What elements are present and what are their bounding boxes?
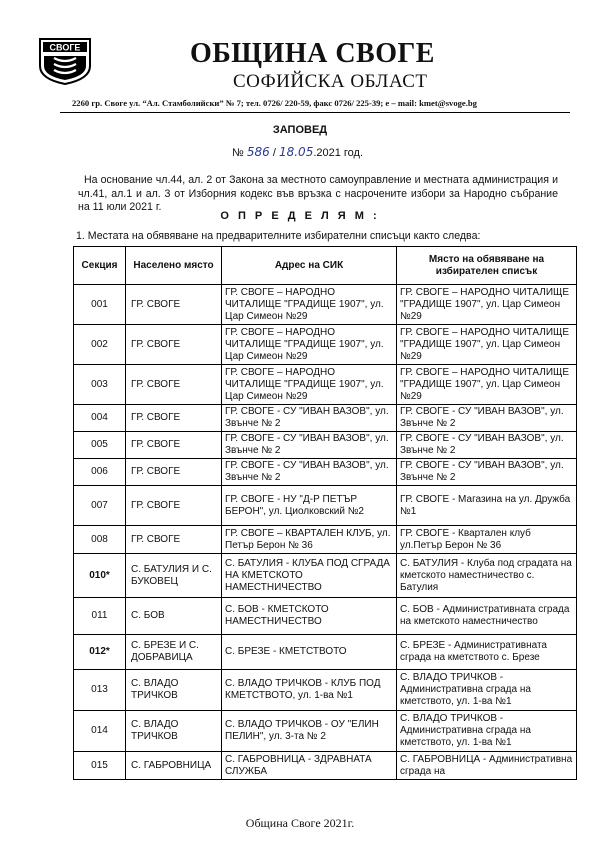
section-number-cell: 007 [74,486,126,526]
table-row [74,598,577,635]
section-number-cell: 013 [74,670,126,711]
header-sik-address: Адрес на СИК [222,247,397,285]
table-row [74,285,577,325]
sik-address-cell: ГР. СВОГЕ – НАРОДНО ЧИТАЛИЩЕ "ГРАДИЩЕ 1907", ул. Цар Симеон №29 [222,325,397,365]
contact-address: 2260 гр. Своге ул. “Ал. Стамболийски” № 7; тел. 0726/ 220-59, факс 0726/ 225-39; e – mail: kmet@svoge.bg [72,98,477,108]
order-date: 18.05 [278,145,314,159]
table-row [74,432,577,459]
section-number-cell: 003 [74,365,126,405]
municipality-logo [34,36,96,86]
sections-table [73,246,577,780]
section-number-cell: 002 [74,325,126,365]
posting-place-cell: С. ВЛАДО ТРИЧКОВ - Административна сграда на кметството, ул. 1-ва №1 [397,670,577,711]
section-number-cell: 012* [74,635,126,670]
decree-heading: О П Р Е Д Е Л Я М : [220,210,380,222]
sik-address-cell: С. БОВ - КМЕТСКОТО НАМЕСТНИЧЕСТВО [222,598,397,635]
section-number-cell: 006 [74,459,126,486]
sik-address-cell: С. ВЛАДО ТРИЧКОВ - КЛУБ ПОД КМЕТСТВОТО, ул. 1-ва №1 [222,670,397,711]
settlement-cell: ГР. СВОГЕ [126,325,222,365]
table-row [74,526,577,554]
table-row [74,554,577,598]
header-section: Секция [74,247,126,285]
section-number-cell: 004 [74,405,126,432]
table-row [74,635,577,670]
sik-address-cell: ГР. СВОГЕ - СУ "ИВАН ВАЗОВ", ул. Звънче № 2 [222,432,397,459]
settlement-cell: ГР. СВОГЕ [126,405,222,432]
posting-place-cell: С. БАТУЛИЯ - Клуба под сградата на кметското наместничество с. Батулия [397,554,577,598]
posting-place-cell: ГР. СВОГЕ – НАРОДНО ЧИТАЛИЩЕ "ГРАДИЩЕ 1907", ул. Цар Симеон №29 [397,285,577,325]
settlement-cell: С. ВЛАДО ТРИЧКОВ [126,711,222,752]
section-number-cell: 010* [74,554,126,598]
table-row [74,711,577,752]
posting-place-cell: С. БРЕЗЕ - Административната сграда на кметството с. Брезе [397,635,577,670]
posting-place-cell: ГР. СВОГЕ - СУ "ИВАН ВАЗОВ", ул. Звънче № 2 [397,405,577,432]
table-row [74,365,577,405]
section-number-cell: 015 [74,752,126,780]
settlement-cell: ГР. СВОГЕ [126,432,222,459]
sik-address-cell: ГР. СВОГЕ - СУ "ИВАН ВАЗОВ", ул. Звънче № 2 [222,405,397,432]
sik-address-cell: ГР. СВОГЕ - НУ "Д-Р ПЕТЪР БЕРОН", ул. Циолковский №2 [222,486,397,526]
table-body [74,285,577,780]
settlement-cell: С. ГАБРОВНИЦА [126,752,222,780]
settlement-cell: С. БРЕЗЕ И С. ДОБРАВИЦА [126,635,222,670]
section-number-cell: 005 [74,432,126,459]
table-row [74,405,577,432]
sik-address-cell: С. БАТУЛИЯ - КЛУБА ПОД СГРАДА НА КМЕТСКОТО НАМЕСТНИЧЕСТВО [222,554,397,598]
header-divider [60,112,570,113]
header-place: Населено място [126,247,222,285]
sik-address-cell: ГР. СВОГЕ - СУ "ИВАН ВАЗОВ", ул. Звънче № 2 [222,459,397,486]
settlement-cell: ГР. СВОГЕ [126,365,222,405]
sik-address-cell: ГР. СВОГЕ – НАРОДНО ЧИТАЛИЩЕ "ГРАДИЩЕ 1907", ул. Цар Симеон №29 [222,365,397,405]
sik-address-cell: С. БРЕЗЕ - КМЕТСТВОТО [222,635,397,670]
order-number-line [232,145,363,159]
posting-place-cell: ГР. СВОГЕ - СУ "ИВАН ВАЗОВ", ул. Звънче № 2 [397,432,577,459]
section-number-cell: 014 [74,711,126,752]
posting-place-cell: ГР. СВОГЕ - Магазина на ул. Дружба №1 [397,486,577,526]
order-no-label: № [232,147,244,159]
posting-place-cell: С. ВЛАДО ТРИЧКОВ - Административна сграда на кметството, ул. 1-ва №1 [397,711,577,752]
sik-address-cell: С. ВЛАДО ТРИЧКОВ - ОУ "ЕЛИН ПЕЛИН", ул. 3-та № 2 [222,711,397,752]
settlement-cell: ГР. СВОГЕ [126,486,222,526]
legal-basis-paragraph: На основание чл.44, ал. 2 от Закона за местното самоуправление и местната администрация и чл.41, ал.1 и ал. 3 от Изборния кодекс във връзка с насрочените избори за Народно събрание на 11 юли 2021 г. [78,174,558,213]
settlement-cell: С. БАТУЛИЯ И С. БУКОВЕЦ [126,554,222,598]
section-number-cell: 001 [74,285,126,325]
posting-place-cell: С. ГАБРОВНИЦА - Административна сграда на [397,752,577,780]
sik-address-cell: С. ГАБРОВНИЦА - ЗДРАВНАТА СЛУЖБА [222,752,397,780]
settlement-cell: ГР. СВОГЕ [126,526,222,554]
item-1-text: 1. Местата на обявяване на предварителните избирателни списъци както следва: [76,230,481,242]
posting-place-cell: С. БОВ - Административната сграда на кметското наместничество [397,598,577,635]
table-row [74,486,577,526]
order-title: ЗАПОВЕД [272,124,328,136]
posting-place-cell: ГР. СВОГЕ - Квартален клуб ул.Петър Берон № 36 [397,526,577,554]
settlement-cell: С. ВЛАДО ТРИЧКОВ [126,670,222,711]
settlement-cell: С. БОВ [126,598,222,635]
page-footer: Община Своге 2021г. [245,816,355,830]
table-row [74,752,577,780]
order-number: 586 [246,145,270,159]
table-row [74,325,577,365]
region-name: СОФИЙСКА ОБЛАСТ [233,71,428,92]
order-separator: / [272,147,276,159]
posting-place-cell: ГР. СВОГЕ – НАРОДНО ЧИТАЛИЩЕ "ГРАДИЩЕ 1907", ул. Цар Симеон №29 [397,325,577,365]
sik-address-cell: ГР. СВОГЕ – НАРОДНО ЧИТАЛИЩЕ "ГРАДИЩЕ 1907", ул. Цар Симеон №29 [222,285,397,325]
posting-place-cell: ГР. СВОГЕ – НАРОДНО ЧИТАЛИЩЕ "ГРАДИЩЕ 1907", ул. Цар Симеон №29 [397,365,577,405]
table-row [74,459,577,486]
table-header-row [74,247,577,285]
section-number-cell: 011 [74,598,126,635]
municipality-name: ОБЩИНА СВОГЕ [190,38,435,69]
section-number-cell: 008 [74,526,126,554]
sik-address-cell: ГР. СВОГЕ – КВАРТАЛЕН КЛУБ, ул. Петър Берон № 36 [222,526,397,554]
table-row [74,670,577,711]
settlement-cell: ГР. СВОГЕ [126,459,222,486]
posting-place-cell: ГР. СВОГЕ - СУ "ИВАН ВАЗОВ", ул. Звънче № 2 [397,459,577,486]
header-posting-place: Място на обявяване на избирателен списък [397,247,577,285]
settlement-cell: ГР. СВОГЕ [126,285,222,325]
svg-text:СВОГЕ: СВОГЕ [49,42,81,53]
order-year: .2021 год. [313,147,364,159]
